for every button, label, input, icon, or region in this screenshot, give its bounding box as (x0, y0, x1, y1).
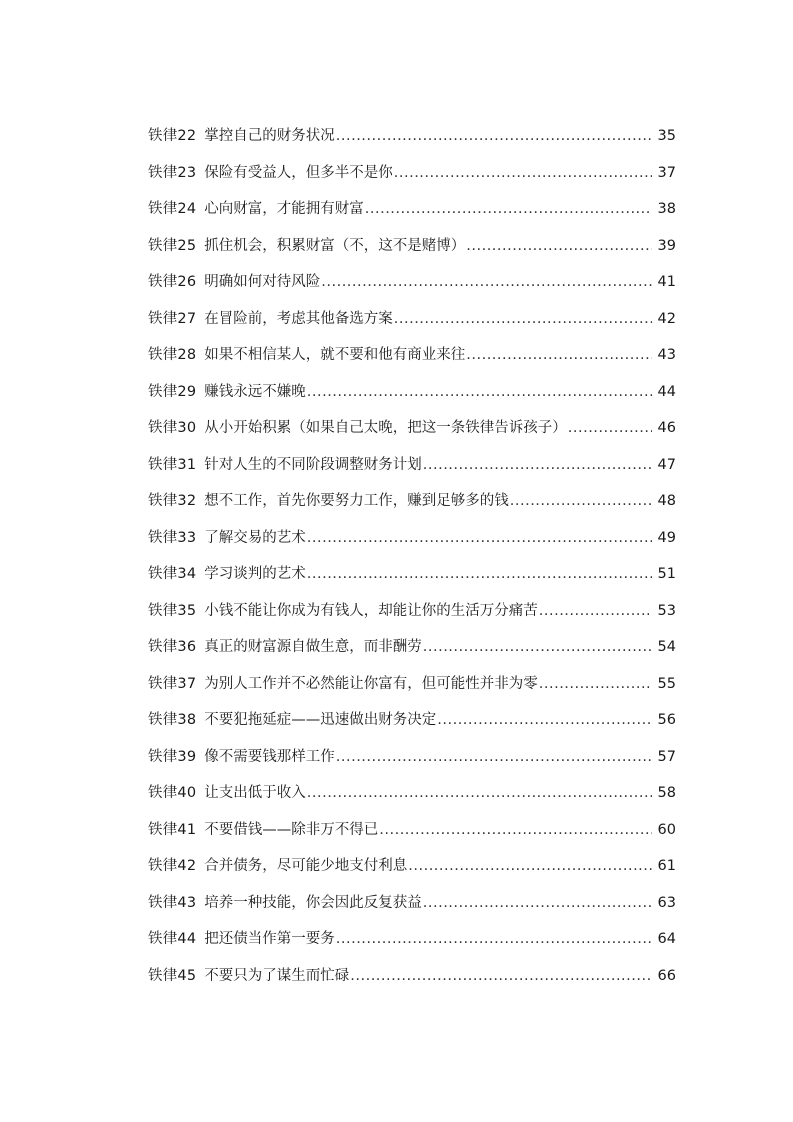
toc-entry-number: 铁律33 (148, 529, 197, 546)
toc-entry[interactable] (148, 199, 676, 236)
dot-leader (539, 674, 652, 694)
toc-entry-title: 从小开始积累（如果自己太晚，把这一条铁律告诉孩子） (204, 420, 567, 436)
dot-leader (394, 309, 652, 329)
dot-leader (539, 601, 652, 621)
toc-entry-title: 心向财富，才能拥有财富 (204, 201, 364, 217)
toc-entry-title: 如果不相信某人，就不要和他有商业来往 (204, 347, 466, 363)
toc-entry[interactable] (148, 783, 676, 820)
toc-entry-title: 为别人工作并不必然能让你富有，但可能性并非为零 (204, 675, 538, 692)
toc-entry-title: 不要犯拖延症——迅速做出财务决定 (204, 712, 437, 728)
toc-entry-number: 铁律39 (148, 748, 197, 765)
dot-leader (379, 820, 652, 840)
dot-leader (336, 126, 652, 146)
toc-entry[interactable] (148, 418, 676, 455)
dot-leader (307, 783, 652, 803)
toc-entry-page-number: 51 (657, 566, 676, 582)
toc-entry-title: 在冒险前，考虑其他备选方案 (204, 310, 393, 327)
toc-entry[interactable] (148, 966, 676, 1003)
toc-entry-number: 铁律42 (148, 858, 197, 874)
toc-entry-page-number: 43 (657, 347, 676, 363)
dot-leader (336, 929, 652, 949)
toc-entry[interactable] (148, 455, 676, 492)
toc-entry-page-number: 37 (657, 164, 676, 181)
toc-entry[interactable] (148, 893, 676, 930)
toc-entry-number: 铁律44 (148, 931, 197, 947)
dot-leader (336, 747, 652, 767)
toc-entry-title: 小钱不能让你成为有钱人，却能让你的生活万分痛苦 (204, 602, 538, 619)
dot-leader (423, 637, 652, 657)
toc-entry[interactable] (148, 674, 676, 711)
toc-entry-number: 铁律41 (148, 821, 197, 838)
toc-entry-page-number: 60 (657, 821, 676, 838)
toc-entry-title: 明确如何对待风险 (204, 274, 321, 290)
toc-entry-title: 把还债当作第一要务 (204, 931, 335, 947)
toc-entry-number: 铁律22 (148, 128, 197, 144)
dot-leader (423, 455, 652, 475)
dot-leader (408, 856, 652, 876)
toc-entry[interactable] (148, 163, 676, 200)
toc-entry-number: 铁律29 (148, 383, 197, 400)
toc-entry[interactable] (148, 710, 676, 747)
toc-entry-title: 培养一种技能，你会因此反复获益 (204, 894, 422, 911)
toc-entry[interactable] (148, 856, 676, 893)
toc-entry-title: 抓住机会，积累财富（不，这不是赌博） (204, 237, 466, 254)
toc-entry-title: 掌控自己的财务状况 (204, 128, 335, 144)
toc-entry[interactable] (148, 272, 676, 309)
toc-entry[interactable] (148, 528, 676, 565)
toc-entry-title: 学习谈判的艺术 (204, 566, 306, 582)
toc-entry-page-number: 55 (657, 675, 676, 692)
toc-entry-page-number: 41 (657, 274, 676, 290)
toc-entry[interactable] (148, 564, 676, 601)
toc-entry[interactable] (148, 236, 676, 273)
toc-entry-page-number: 35 (657, 128, 676, 144)
dot-leader (321, 272, 652, 292)
toc-entry[interactable] (148, 491, 676, 528)
dot-leader (307, 528, 652, 548)
toc-entry-title: 不要借钱——除非万不得已 (204, 821, 379, 838)
toc-entry[interactable] (148, 345, 676, 382)
toc-entry-title: 合并债务，尽可能少地支付利息 (204, 858, 408, 874)
toc-entry-page-number: 42 (657, 310, 676, 327)
toc-entry-page-number: 48 (657, 493, 676, 509)
toc-entry-title: 让支出低于收入 (204, 785, 306, 801)
toc-entry-number: 铁律24 (148, 201, 197, 217)
toc-entry-number: 铁律32 (148, 493, 197, 509)
dot-leader (307, 564, 652, 584)
toc-entry-number: 铁律26 (148, 274, 197, 290)
dot-leader (350, 966, 652, 986)
toc-entry-number: 铁律38 (148, 712, 197, 728)
toc-entry-title: 想不工作，首先你要努力工作，赚到足够多的钱 (204, 493, 509, 509)
toc-entry-number: 铁律40 (148, 785, 197, 801)
dot-leader (394, 163, 652, 183)
toc-entry-page-number: 56 (657, 712, 676, 728)
toc-entry-page-number: 39 (657, 237, 676, 254)
toc-entry[interactable] (148, 929, 676, 966)
toc-entry-page-number: 47 (657, 456, 676, 473)
toc-entry-title: 了解交易的艺术 (204, 529, 306, 546)
toc-entry-page-number: 57 (657, 748, 676, 765)
toc-entry-number: 铁律23 (148, 164, 197, 181)
toc-entry-page-number: 46 (657, 420, 676, 436)
toc-entry-title: 真正的财富源自做生意，而非酬劳 (204, 639, 422, 655)
toc-entry-page-number: 44 (657, 383, 676, 400)
toc-entry-title: 不要只为了谋生而忙碌 (204, 967, 350, 984)
dot-leader (307, 382, 652, 402)
toc-entry-title: 赚钱永远不嫌晚 (204, 383, 306, 400)
toc-entry-title: 针对人生的不同阶段调整财务计划 (204, 456, 422, 473)
toc-entry-number: 铁律27 (148, 310, 197, 327)
dot-leader (423, 893, 652, 913)
toc-entry[interactable] (148, 126, 676, 163)
toc-entry-page-number: 49 (657, 529, 676, 546)
toc-entry-number: 铁律34 (148, 566, 197, 582)
toc-entry[interactable] (148, 601, 676, 638)
toc-entry-page-number: 38 (657, 201, 676, 217)
toc-entry-title: 保险有受益人，但多半不是你 (204, 164, 393, 181)
toc-entry-page-number: 53 (657, 602, 676, 619)
toc-entry[interactable] (148, 309, 676, 346)
toc-entry-number: 铁律31 (148, 456, 197, 473)
toc-entry[interactable] (148, 820, 676, 857)
dot-leader (365, 199, 652, 219)
toc-entry-number: 铁律25 (148, 237, 197, 254)
toc-entry-number: 铁律35 (148, 602, 197, 619)
toc-entry-page-number: 58 (657, 785, 676, 801)
toc-entry-page-number: 63 (657, 894, 676, 911)
toc-entry[interactable] (148, 637, 676, 674)
toc-entry-number: 铁律43 (148, 894, 197, 911)
toc-entry-number: 铁律45 (148, 967, 197, 984)
toc-entry-page-number: 64 (657, 931, 676, 947)
toc-entry-page-number: 66 (657, 967, 676, 984)
dot-leader (466, 345, 652, 365)
toc-entry-number: 铁律28 (148, 347, 197, 363)
dot-leader (568, 418, 652, 438)
toc-entry-number: 铁律30 (148, 420, 197, 436)
dot-leader (510, 491, 652, 511)
toc-entry-number: 铁律36 (148, 639, 197, 655)
toc-entry-number: 铁律37 (148, 675, 197, 692)
toc-entry[interactable] (148, 382, 676, 419)
dot-leader (466, 236, 652, 256)
toc-entry[interactable] (148, 747, 676, 784)
toc-entry-title: 像不需要钱那样工作 (204, 748, 335, 765)
dot-leader (437, 710, 652, 730)
toc-entry-page-number: 54 (657, 639, 676, 655)
toc-entry-page-number: 61 (657, 858, 676, 874)
table-of-contents (148, 126, 676, 1002)
